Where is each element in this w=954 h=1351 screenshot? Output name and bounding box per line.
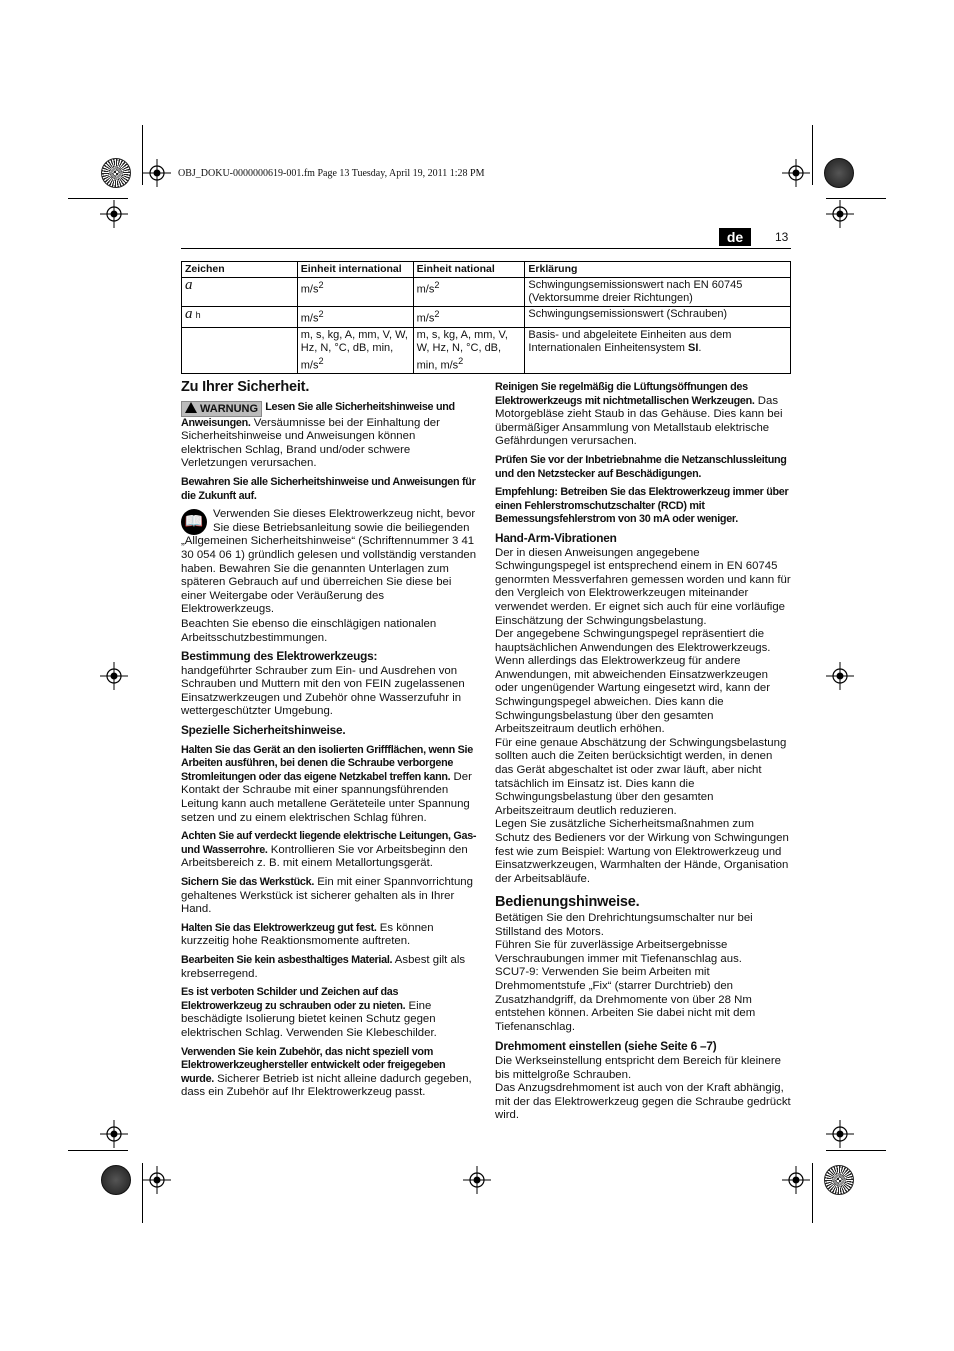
registration-mark-icon xyxy=(463,1166,491,1194)
registration-mark-icon xyxy=(826,662,854,690)
registration-mark-icon xyxy=(100,200,128,228)
unit-international-cell: $m/s^2$ xyxy=(297,278,413,307)
header-rule xyxy=(181,248,791,249)
national-regulations: Beachten Sie ebenso die einschlägigen nationalen Arbeitsschutzbestimmungen. xyxy=(181,617,437,644)
operation-paragraph: Führen Sie für zuverlässige Arbeitsergebnisse Verschraubungen immer mit Tiefenanschlag aus. xyxy=(495,939,742,965)
operation-paragraph: Betätigen Sie den Drehrichtungsumschalter nur bei Stillstand des Motors. xyxy=(495,911,753,938)
right-column xyxy=(495,381,791,1128)
color-rosette-icon xyxy=(824,158,854,188)
unit-international-cell: $m/s^2$ xyxy=(297,307,413,328)
vibration-paragraph: Für eine genaue Abschätzung der Schwingungsbelastung sollten auch die Zeiten berücksichtigt werden, in denen das Gerät abgeschaltet ist oder zwar läuft, aber nicht tatsächlich im Einsatz ist. Dies kann die Schwingungsbelastung über den gesamten Arbeitszeitraum deutlich reduzieren. xyxy=(495,736,787,817)
registration-mark-icon xyxy=(143,1166,171,1194)
color-rosette-icon xyxy=(101,158,131,188)
subsection-title: Hand-Arm-Vibrationen xyxy=(495,530,617,545)
subsection-title: Spezielle Sicherheitshinweise. xyxy=(181,723,346,738)
symbol-cell xyxy=(182,327,298,374)
symbol-cell: a xyxy=(182,278,298,307)
table-header-cell: Erklärung xyxy=(525,262,791,278)
table-row xyxy=(182,327,791,374)
color-rosette-icon xyxy=(824,1165,854,1195)
registration-mark-icon xyxy=(826,1120,854,1148)
safety-item: Sichern Sie das Werkstück. Ein mit einer Spannvorrichtung gehaltenes Werkstück ist sicherer gehalten als in Ihrer Hand. xyxy=(181,876,473,916)
torque-paragraph: Die Werkseinstellung entspricht dem Bereich für kleinere bis mittelgroße Schrauben. xyxy=(495,1054,781,1081)
safety-item: Achten Sie auf verdeckt liegende elektrische Leitungen, Gas- und Wasserrohre. Kontrollieren Sie vor Arbeitsbeginn den Arbeitsbereich z. B. mit einem Metallortungsgerät. xyxy=(181,830,477,870)
safety-item: Bearbeiten Sie kein asbesthaltiges Material. Asbest gilt als krebserregend. xyxy=(181,953,466,980)
table-row xyxy=(182,278,791,307)
registration-mark-icon xyxy=(143,159,171,187)
safety-item: Es ist verboten Schilder und Zeichen auf das Elektrowerkzeug zu schrauben oder zu nieten. Eine beschädigte Isolierung bietet keinen Schutz gegen elektrischen Schlag. Verwenden Sie Klebeschilder. xyxy=(181,986,437,1039)
operation-paragraph: SCU7-9: Verwenden Sie beim Arbeiten mit Drehmomentstufe „Fix“ (starrer Durchtrieb) den Zusatzhandgriff, da Drehmomente von über 28 Nm entstehen können. Arbeiten Sie dabei nicht mit dem Tiefenanschlag. xyxy=(495,966,756,1033)
warning-paragraph: WARNUNG Lesen Sie alle Sicherheitshinweise und Anweisungen. Versäumnisse bei der Einhaltung der Sicherheitshinweise und Anweisungen können elektrischen Schlag, Brand und/oder schwere Verletzungen verursachen. xyxy=(181,400,455,470)
registration-mark-icon xyxy=(100,662,128,690)
file-info: OBJ_DOKU-0000000619-001.fm Page 13 Tuesday, April 19, 2011 1:28 PM xyxy=(178,168,485,179)
table-header-row xyxy=(182,262,791,278)
safety-item: Halten Sie das Elektrowerkzeug gut fest. Es können kurzzeitig hohe Reaktionsmomente auftreten. xyxy=(181,921,434,948)
units-table xyxy=(181,261,791,374)
vibration-paragraph: Der in diesen Anweisungen angegebene Schwingungspegel ist entsprechend einem in EN 60745 genormten Messverfahren gemessen worden und kann für den Vergleich von Elektrowerkzeugen miteinander verwendet werden. Er eignet sich auch für eine vorläufige Einschätzung der Schwingungsbelastung. xyxy=(495,546,791,627)
subsection-title: Drehmoment einstellen (siehe Seite 6 –7) xyxy=(495,1039,717,1054)
color-rosette-icon xyxy=(101,1165,131,1195)
registration-mark-icon xyxy=(782,1166,810,1194)
section-title: Zu Ihrer Sicherheit. xyxy=(181,379,310,395)
vibration-paragraph: Der angegebene Schwingungspegel repräsentiert die hauptsächlichen Anwendungen des Elektrowerkzeugs. Wenn allerdings das Elektrowerkzeug für andere Anwendungen, mit abweichenden Einsatzwerkzeugen oder ungenügender Wartung eingesetzt wird, kann der Schwingungspegel abweichen. Dies kann die Schwingungsbelastung über den gesamten Arbeitszeitraum deutlich erhöhen. xyxy=(495,628,771,736)
table-header-cell: Zeichen xyxy=(182,262,298,278)
safety-item: Empfehlung: Betreiben Sie das Elektrowerkzeug immer über einen Fehlerstromschutzschalter (RCD) mit Bemessungsfehlerstrom von 30 mA oder weniger. xyxy=(495,486,789,526)
page-number: 13 xyxy=(775,230,789,244)
unit-international-cell: m, s, kg, A, mm, V, W, Hz, N, °C, dB, min, $m/s^2$ xyxy=(297,327,413,374)
table-row xyxy=(182,307,791,328)
unit-national-cell: $m/s^2$ xyxy=(413,278,525,307)
explanation-cell: Schwingungsemissionswert (Schrauben) xyxy=(525,307,791,328)
unit-national-cell: m, s, kg, A, mm, V, W, Hz, N, °C, dB, min, $m/s^2$ xyxy=(413,327,525,374)
read-manual-icon: 📖 xyxy=(181,509,207,535)
language-badge: de xyxy=(719,228,751,246)
torque-paragraph: Das Anzugsdrehmoment ist auch von der Kraft abhängig, mit der das Elektrowerkzeug gegen die Schraube gedrückt wird. xyxy=(495,1082,791,1122)
table-header-cell: Einheit national xyxy=(413,262,525,278)
safety-item: Prüfen Sie vor der Inbetriebnahme die Netzanschlussleitung und den Netzstecker auf Beschädigungen. xyxy=(495,453,787,480)
purpose-text: handgeführter Schrauber zum Ein- und Ausdrehen von Schrauben und Muttern mit den von FEIN zugelassenen Einsatzwerkzeugen und Zubehör ohne Wasserzufuhr in wettergeschützter Umgebung. xyxy=(181,664,465,718)
manual-paragraph: 📖 Verwenden Sie dieses Elektrowerkzeug nicht, bevor Sie diese Betriebsanleitung sowie die beiliegenden „Allgemeinen Sicherheitshinweise“ (Schriftennummer 3 41 30 054 06 1) gründlich gelesen und vollständig verstanden haben. Bewahren Sie die genannten Unterlagen zum späteren Gebrauch auf und überreichen Sie diese bei einer Weitergabe oder Veräußerung des Elektrowerkzeugs. xyxy=(181,508,477,616)
keep-instructions: Bewahren Sie alle Sicherheitshinweise und Anweisungen für die Zukunft auf. xyxy=(181,475,476,502)
section-title: Bedienungshinweise. xyxy=(495,894,640,911)
symbol-cell: a h xyxy=(182,307,298,328)
registration-mark-icon xyxy=(100,1120,128,1148)
safety-item: Reinigen Sie regelmäßig die Lüftungsöffnungen des Elektrowerkzeugs mit nichtmetallischen Werkzeugen. Das Motorgebläse zieht Staub in das Gehäuse. Dies kann bei übermäßiger Ansammlung von Metallstaub elektrische Gefährdungen verursachen. xyxy=(495,381,783,448)
table-header-cell: Einheit international xyxy=(297,262,413,278)
subsection-title: Bestimmung des Elektrowerkzeugs: xyxy=(181,649,378,664)
unit-national-cell: $m/s^2$ xyxy=(413,307,525,328)
explanation-cell: Schwingungsemissionswert nach EN 60745 (Vektorsumme dreier Richtungen) xyxy=(525,278,791,307)
warning-triangle-icon xyxy=(185,402,197,413)
registration-mark-icon xyxy=(826,200,854,228)
left-column xyxy=(181,381,477,1105)
explanation-cell: Basis- und abgeleitete Einheiten aus dem Internationalen Einheitensystem SI. xyxy=(525,327,791,374)
vibration-paragraph: Legen Sie zusätzliche Sicherheitsmaßnahmen zum Schutz des Bedieners vor der Wirkung von Schwingungen fest wie zum Beispiel: Wartung von Elektrowerkzeug und Einsatzwerkzeugen, Warmhalten der Hände, Organisation der Arbeitsabläufe. xyxy=(495,818,789,885)
safety-item: Halten Sie das Gerät an den isolierten Griffflächen, wenn Sie Arbeiten ausführen, bei denen die Schraube verborgene Stromleitungen oder das eigene Netzkabel treffen kann. Der Kontakt der Schraube mit einer spannungsführenden Leitung kann auch metallene Geräteteile unter Spannung setzen und zu einem elektrischen Schlag führen. xyxy=(181,743,473,824)
warning-label: WARNUNG xyxy=(181,401,262,417)
registration-mark-icon xyxy=(782,159,810,187)
safety-item: Verwenden Sie kein Zubehör, das nicht speziell vom Elektrowerkzeughersteller entwickelt oder freigegeben wurde. Sicherer Betrieb ist nicht alleine dadurch gegeben, dass ein Zubehör auf Ihr Elektrowerkzeug passt. xyxy=(181,1045,472,1099)
